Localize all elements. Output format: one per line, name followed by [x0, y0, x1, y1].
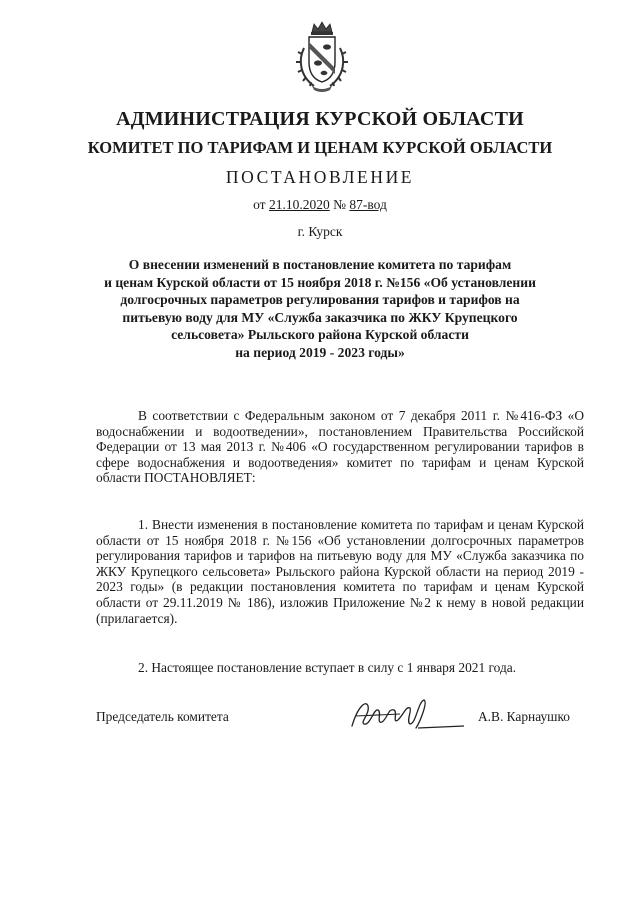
subject-line: О внесении изменений в постановление комитета по тарифам [128, 257, 512, 272]
subject-line: долгосрочных параметров регулирования тарифов и тарифов на [120, 292, 520, 308]
preamble-paragraph: В соответствии с Федеральным законом от 7 декабря 2011 г. №416-ФЗ «О водоснабжении и водоотведении», постановлением Правительства Российской Федерации от 13 мая 2013 г. №406 «О государственном регулировании тарифов в сфере водоснабжения и водоотведения» комитет по тарифам и ценам Курской области ПОСТАНОВЛЯЕТ: [96, 408, 584, 486]
signatory-position: Председатель комитета [96, 709, 229, 724]
number-prefix: № [333, 197, 346, 212]
subject-line: питьевую воду для МУ «Служба заказчика по ЖКУ Крупецкого [122, 309, 518, 325]
document-number: 87-вод [349, 197, 387, 212]
subject-line: и ценам Курской области от 15 ноября 2018 г. №156 «Об установлении [104, 274, 536, 290]
item-2-paragraph: 2. Настоящее постановление вступает в силу с 1 января 2021 года. [138, 660, 517, 675]
subject-line: на период 2019 - 2023 годы» [235, 344, 405, 360]
subject-line: сельсовета» Рыльского района Курской области [171, 327, 469, 343]
committee-title: КОМИТЕТ ПО ТАРИФАМ И ЦЕНАМ КУРСКОЙ ОБЛАСТИ [87, 138, 553, 157]
document-type: ПОСТАНОВЛЕНИЕ [225, 167, 415, 187]
date-number-line [0, 197, 640, 213]
document-subject [90, 256, 550, 362]
org-title: АДМИНИСТРАЦИЯ КУРСКОЙ ОБЛАСТИ [116, 108, 524, 130]
kursk-coat-of-arms-icon [294, 18, 350, 94]
date-prefix: от [253, 197, 266, 212]
document-date: 21.10.2020 [268, 197, 330, 212]
handwritten-signature [348, 696, 466, 732]
signatory-name: А.В. Карнаушко [478, 709, 570, 724]
item-1-paragraph: 1. Внести изменения в постановление комитета по тарифам и ценам Курской области от 15 ноября 2018 г. №156 «Об установлении долгосрочных параметров регулирования тарифов и тарифов на питьевую воду для МУ «Служба заказчика по ЖКУ Крупецкого сельсовета» Рыльского района Курской области на период 2019 - 2023 годы» (в редакции постановления комитета по тарифам и ценам Курской области от 29.11.2019 № 186), изложив Приложение №2 к нему в новой редакции (прилагается). [96, 517, 584, 626]
city: г. Курск [297, 224, 343, 239]
